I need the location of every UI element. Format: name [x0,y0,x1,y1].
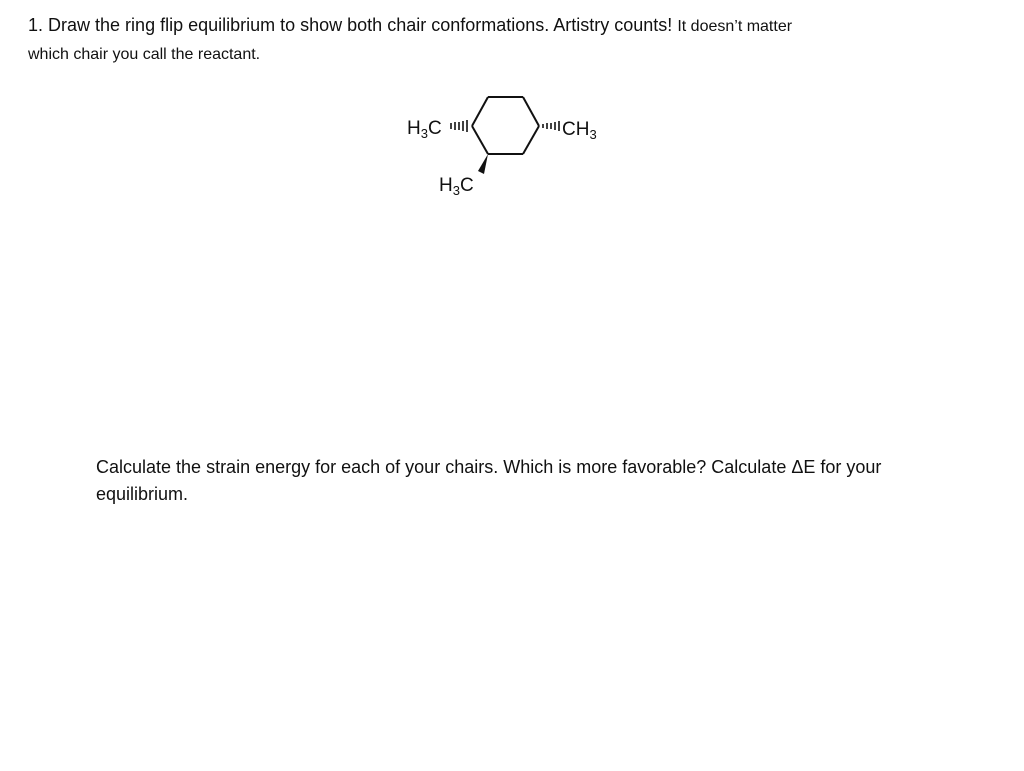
ring-bond-top-left [472,97,488,126]
left-hashed-wedge-bond [451,120,467,132]
ring-bond-bottom-left [472,126,488,154]
ring-bond-top-right [523,97,539,126]
question-number: 1. [28,15,44,35]
right-methyl-label: $CH_3$ [562,119,597,142]
question-1 [28,12,1008,68]
question-1-main-text: Draw the ring flip equilibrium to show both chair conformations. Artistry counts! [48,15,673,35]
bottom-solid-wedge-bond [478,154,488,174]
cyclohexane-ring [472,97,539,154]
right-hashed-wedge-bond [543,121,559,131]
ring-bond-bottom-right [523,126,539,154]
question-1-note: It doesn’t matter [677,18,793,35]
question-2 [96,454,976,508]
bottom-methyl-label: $H_3C$ [439,175,474,198]
left-methyl-label: $H_3C$ [407,118,442,141]
question-1-note-continued: which chair you call the reactant. [28,46,261,63]
question-2-text: Calculate the strain energy for each of your chairs. Which is more favorable? Calculate ΔE for your equilibrium. [96,457,882,504]
